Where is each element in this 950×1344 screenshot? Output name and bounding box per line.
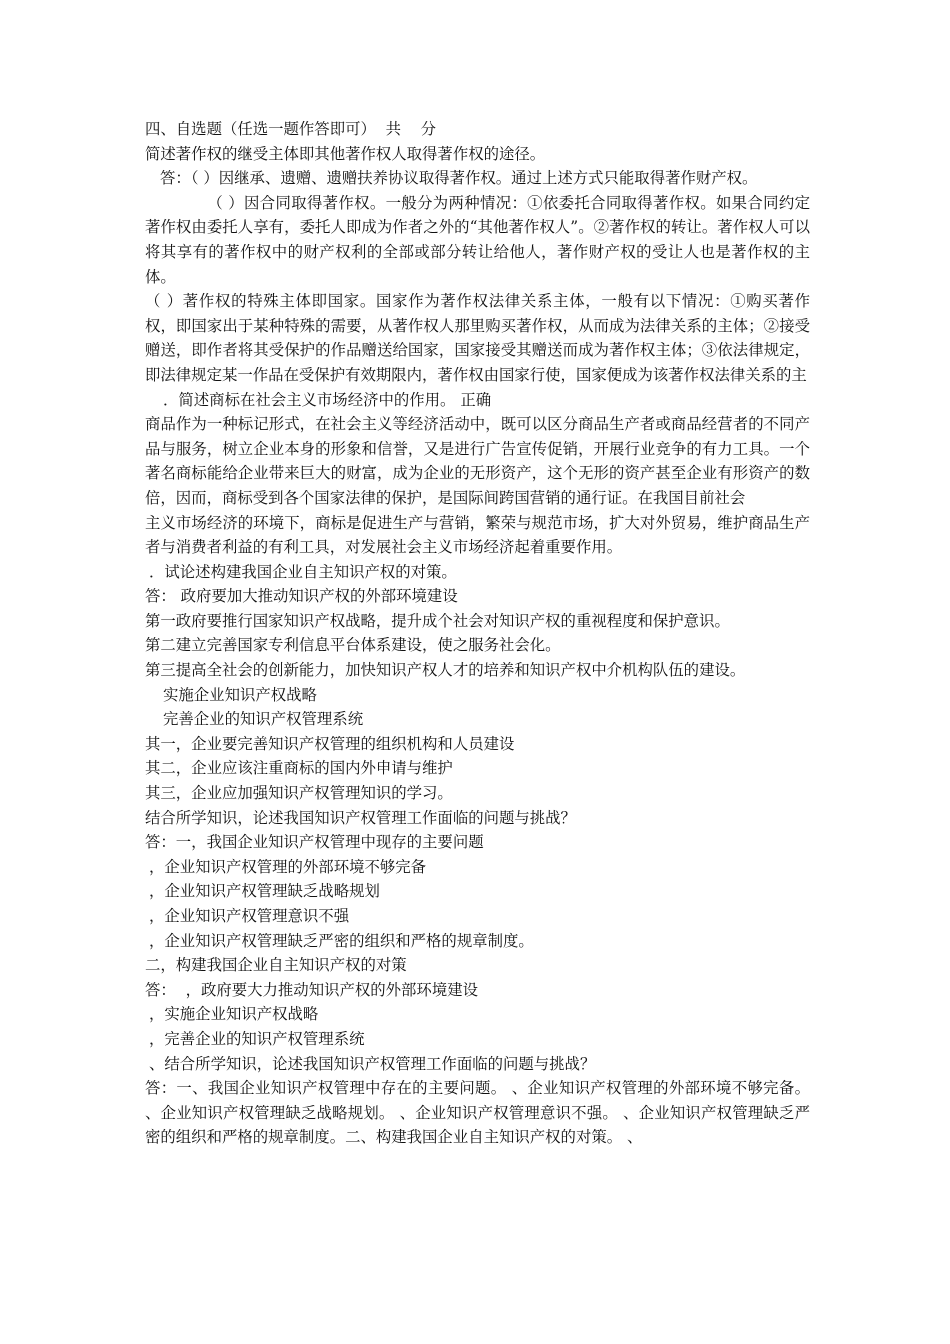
answer-1-part-2-text: （ ）因合同取得著作权。一般分为两种情况：①依委托合同取得著作权。如果合同约定著作权由委托人享有，委托人即成为作者之外的“其他著作权人”。②著作权的转让。著作权人可以将其享有的著作权中的财产权利的全部或部分转让给他人，著作财产权的受让人也是著作权的主体。 xyxy=(145,193,810,286)
answer-4-part-2-item-1: ，实施企业知识产权战略 xyxy=(149,1005,319,1024)
answer-4-item-4: ，企业知识产权管理缺乏严密的组织和严格的规章制度。 xyxy=(149,931,534,950)
question-2: ．简述商标在社会主义市场经济中的作用。 正确 xyxy=(163,390,492,409)
answer-4-part-2-intro: 答： ，政府要大力推动知识产权的外部环境建设 xyxy=(145,980,478,999)
answer-3-item-1: 第一政府要推行国家知识产权战略，提升成个社会对知识产权的重视程度和保护意识。 xyxy=(145,611,730,630)
question-5: 、结合所学知识，论述我国知识产权管理工作面临的问题与挑战？ xyxy=(149,1054,596,1073)
answer-3-item-2: 第二建立完善国家专利信息平台体系建设，使之服务社会化。 xyxy=(145,636,561,655)
answer-2-part-2: 主义市场经济的环境下，商标是促进生产与营销，繁荣与规范市场，扩大对外贸易，维护商品生产者与消费者利益的有利工具，对发展社会主义市场经济起着重要作用。 xyxy=(145,513,810,557)
document-body xyxy=(145,117,810,1150)
question-4: 结合所学知识，论述我国知识产权管理工作面临的问题与挑战？ xyxy=(145,808,576,827)
answer-4-item-3: ，企业知识产权管理意识不强 xyxy=(149,907,350,925)
answer-3-sub-2: 其二，企业应该注重商标的国内外申请与维护 xyxy=(145,759,453,778)
answer-1-part-3: （ ）著作权的特殊主体即国家。国家作为著作权法律关系主体，一般有以下情况：①购买著作权，即国家出于某种特殊的需要，从著作权人那里购买著作权，从而成为法律关系的主体；②接受赠送，即作者将其受保护的作品赠送给国家，国家接受其赠送而成为著作权主体；③依法律规定，即法律规定某一作品在受保护有效期限内，著作权由国家行使，国家便成为该著作权法律关系的主 xyxy=(145,292,810,384)
answer-4-intro: 答：一，我国企业知识产权管理中现存的主要问题 xyxy=(145,833,484,852)
answer-3-strategy: 实施企业知识产权战略 xyxy=(163,685,317,704)
answer-1-part-2 xyxy=(145,191,810,289)
answer-4-part-2-item-2: ，完善企业的知识产权管理系统 xyxy=(149,1029,365,1048)
answer-3-system: 完善企业的知识产权管理系统 xyxy=(163,710,364,729)
answer-2-part-1: 商品作为一种标记形式，在社会主义等经济活动中，既可以区分商品生产者或商品经营者的不同产品与服务，树立企业本身的形象和信誉，又是进行广告宣传促销，开展行业竞争的有力工具。一个著名商标能给企业带来巨大的财富，成为企业的无形资产，这个无形的资产甚至企业有形资产的数倍，因而，商标受到各个国家法律的保护，是国际间跨国营销的通行证。在我国目前社会 xyxy=(145,415,810,507)
question-1: 简述著作权的继受主体即其他著作权人取得著作权的途径。 xyxy=(145,144,546,163)
answer-5: 答：一、我国企业知识产权管理中存在的主要问题。 、企业知识产权管理的外部环境不够完备。 、企业知识产权管理缺乏战略规划。 、企业知识产权管理意识不强。 、企业知识产权管理缺乏严密的组织和严格的规章制度。二、构建我国企业自主知识产权的对策。 、 xyxy=(145,1079,810,1147)
answer-3-sub-1: 其一，企业要完善知识产权管理的组织机构和人员建设 xyxy=(145,734,515,753)
answer-3-intro: 答： 政府要加大推动知识产权的外部环境建设 xyxy=(145,587,458,606)
answer-4-item-1: ，企业知识产权管理的外部环境不够完备 xyxy=(149,857,427,876)
answer-3-item-3: 第三提高全社会的创新能力，加快知识产权人才的培养和知识产权中介机构队伍的建设。 xyxy=(145,661,746,680)
section-heading: 四、自选题（任选一题作答即可） 共 分 xyxy=(145,120,436,138)
question-3: ．试论述构建我国企业自主知识产权的对策。 xyxy=(149,562,457,581)
answer-3-sub-3: 其三，企业应加强知识产权管理知识的学习。 xyxy=(145,784,453,803)
answer-4-part-2: 二，构建我国企业自主知识产权的对策 xyxy=(145,956,407,975)
answer-1-part-1: 答：（ ）因继承、遗赠、遗赠扶养协议取得著作权。通过上述方式只能取得著作财产权。 xyxy=(160,169,758,188)
answer-4-item-2: ，企业知识产权管理缺乏战略规划 xyxy=(149,882,380,901)
